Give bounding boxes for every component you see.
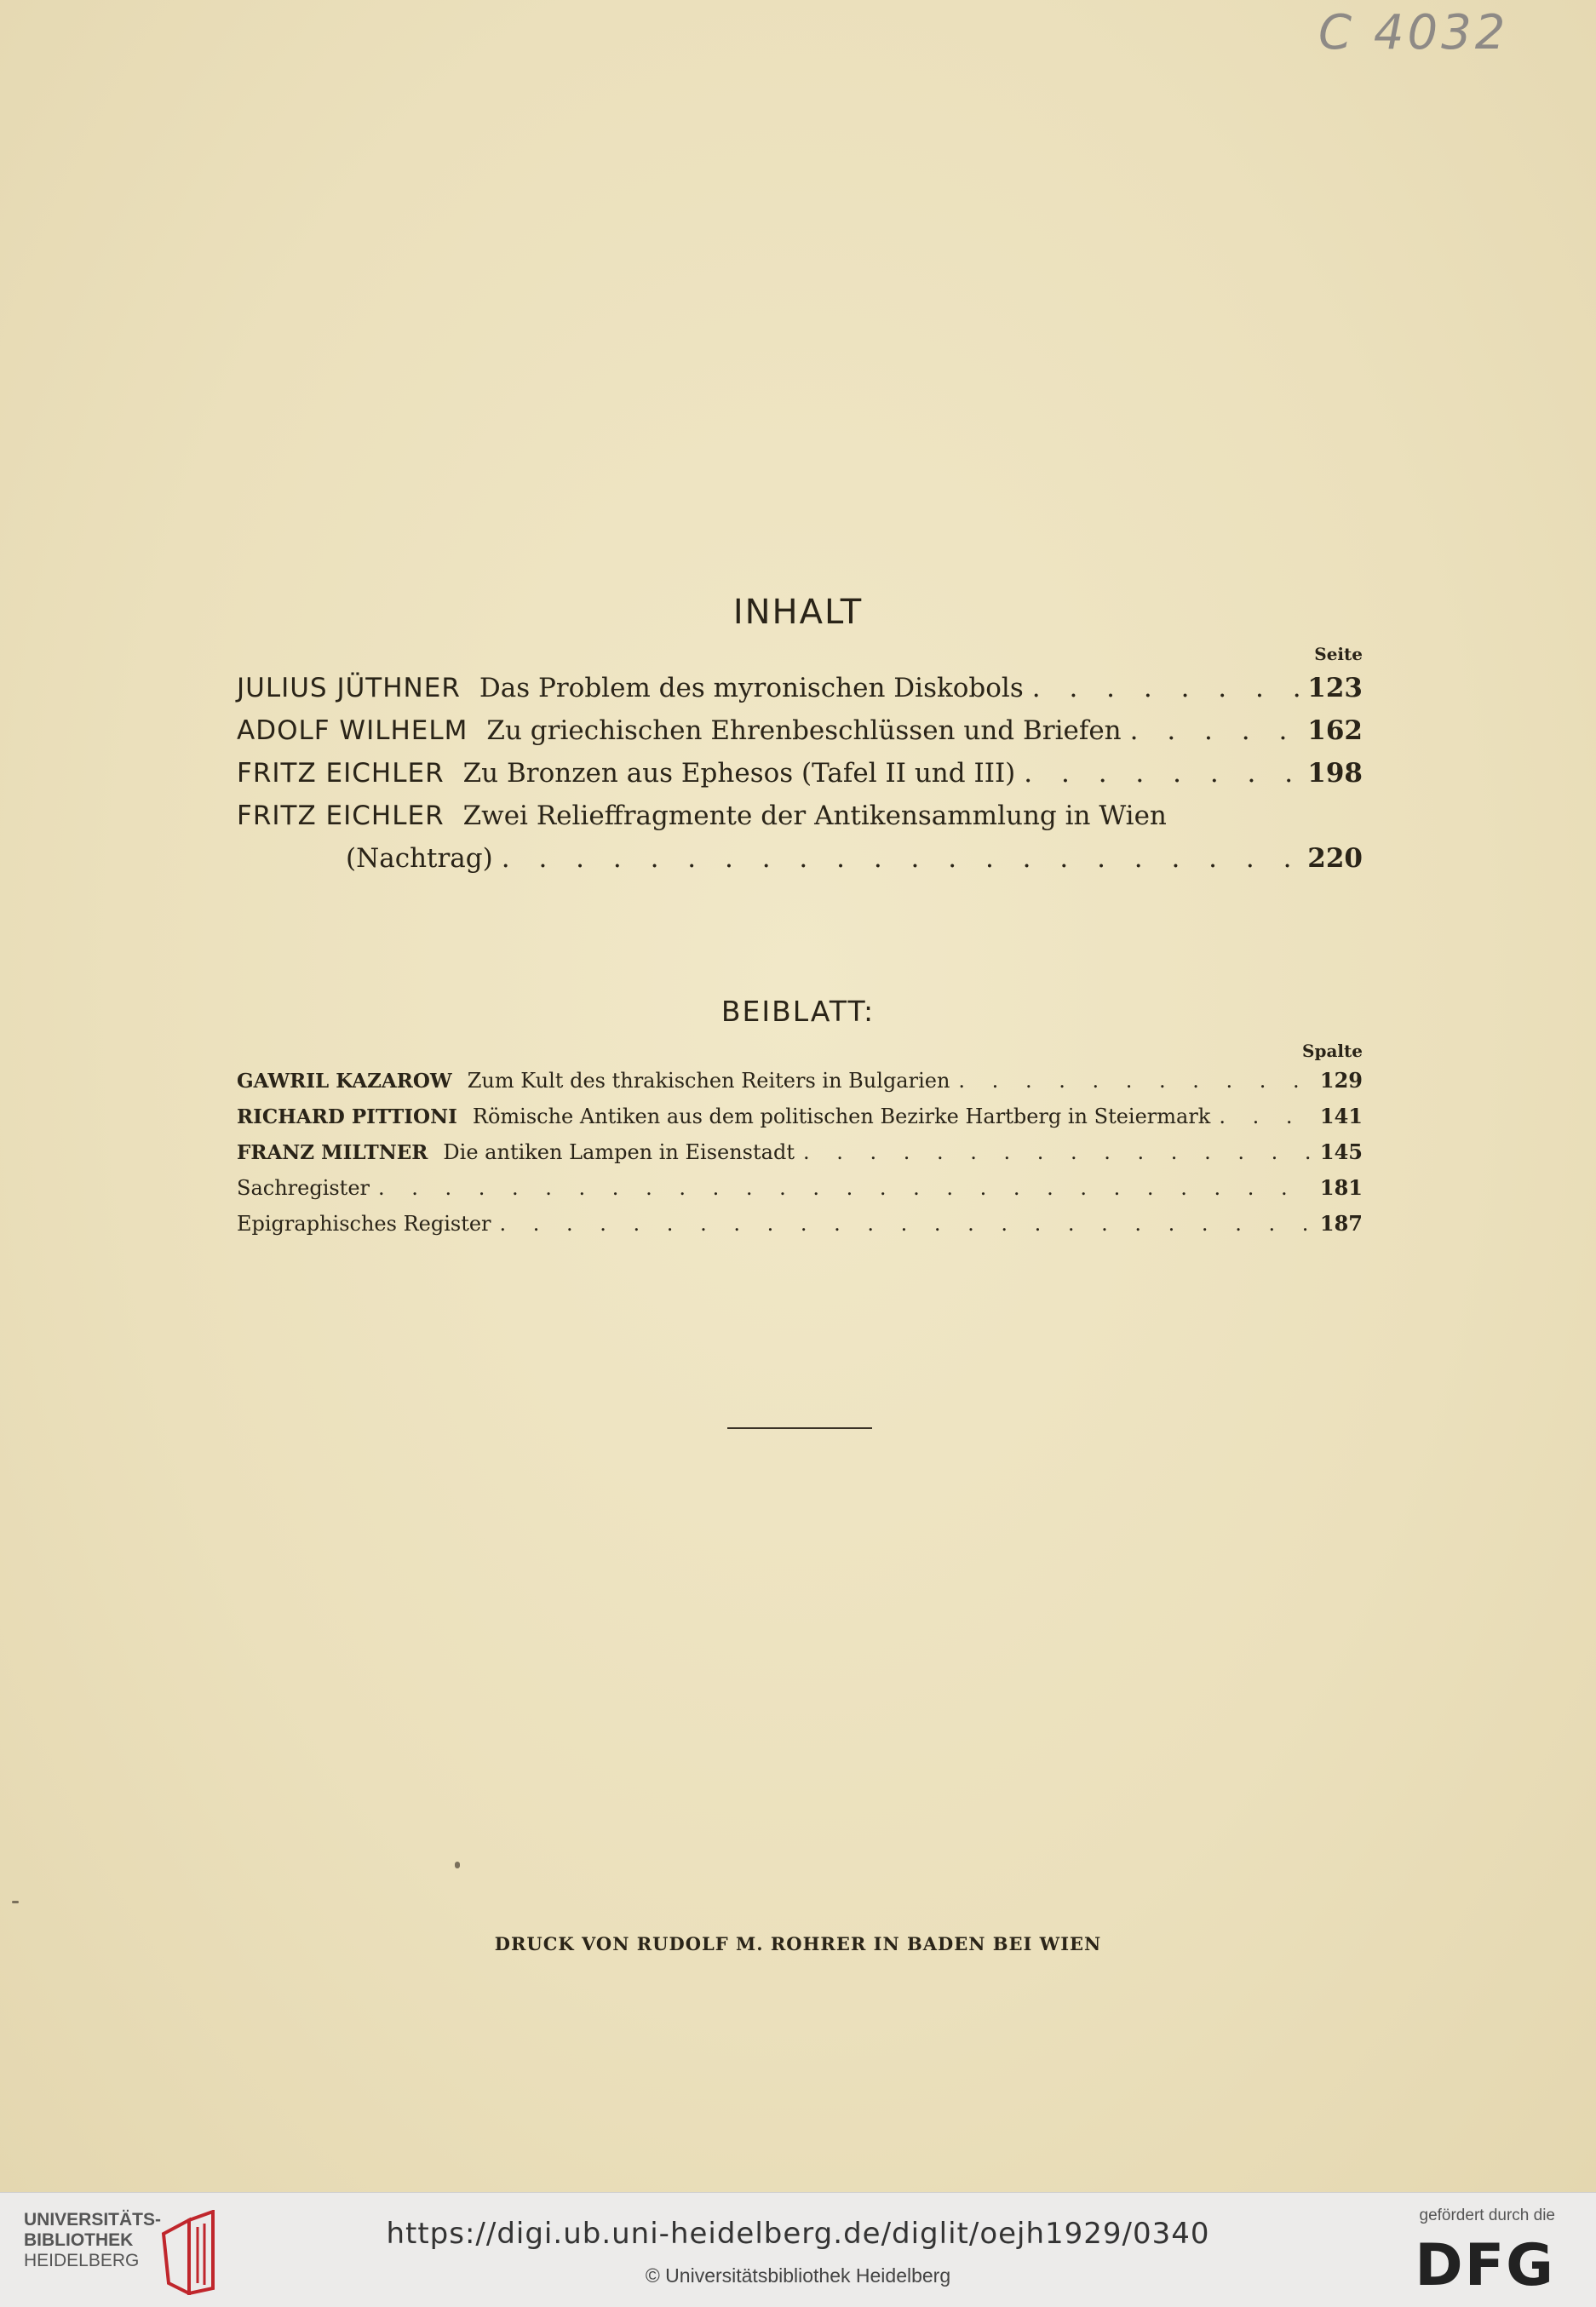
entry-column: 181 (1319, 1175, 1363, 1200)
funding-label: gefördert durch die (1419, 2207, 1555, 2224)
paper-speck (455, 1862, 460, 1868)
document-url-link[interactable]: https://digi.ub.uni-heidelberg.de/diglit/oejh1929/0340 (386, 2217, 1210, 2251)
entry-title: Römische Antiken aus dem politischen Bezirke Hartberg in Steiermark (472, 1105, 1211, 1128)
entry-author: ADOLF WILHELM (237, 715, 468, 746)
entry-page: 162 (1307, 715, 1363, 746)
contents-column-label: Seite (1314, 644, 1363, 664)
contents-entry (237, 673, 1363, 712)
leader-dots (378, 1176, 1312, 1200)
contents-entry (237, 715, 1363, 755)
contents-entry-continuation (346, 843, 1363, 882)
entry-title: Zum Kult des thrakischen Reiters in Bulgarien (467, 1069, 950, 1093)
supplement-entry (237, 1211, 1363, 1250)
entry-page: 198 (1307, 758, 1363, 789)
entry-column: 145 (1319, 1139, 1363, 1164)
supplement-column-label: Spalte (1302, 1041, 1363, 1061)
contents-entry (237, 758, 1363, 797)
leader-dots (1130, 715, 1300, 746)
entry-title: Zu Bronzen aus Ephesos (Tafel II und III) (462, 758, 1016, 789)
entry-author: JULIUS JÜTHNER (237, 673, 461, 703)
supplement-entry (237, 1139, 1363, 1179)
leader-dots (1219, 1105, 1312, 1128)
entry-title: Sachregister (237, 1176, 370, 1200)
paper-speck (12, 1901, 19, 1903)
supplement-heading: BEIBLATT: (720, 995, 876, 1028)
supplement-entry (237, 1175, 1363, 1214)
entry-page: 220 (1307, 843, 1363, 874)
entry-title: Epigraphisches Register (237, 1212, 491, 1236)
entry-title: Zu griechischen Ehrenbeschlüssen und Briefen (486, 715, 1122, 746)
leader-dots (500, 1212, 1312, 1236)
leader-dots (803, 1140, 1312, 1164)
leader-dots (1024, 758, 1299, 789)
contents-entry (237, 801, 1363, 840)
entry-column: 187 (1319, 1211, 1363, 1236)
entry-author: FRITZ EICHLER (237, 758, 445, 789)
entry-page: 123 (1307, 673, 1363, 703)
entry-title: Die antiken Lampen in Eisenstadt (443, 1140, 795, 1164)
entry-column: 129 (1319, 1068, 1363, 1093)
printer-imprint: DRUCK VON RUDOLF M. ROHRER IN BADEN BEI WIEN (494, 1933, 1102, 1954)
dfg-logo[interactable]: DFG (1415, 2232, 1555, 2299)
leader-dots (1032, 673, 1300, 703)
entry-author: FRANZ MILTNER (237, 1141, 428, 1164)
supplement-entry (237, 1104, 1363, 1143)
contents-heading: INHALT (732, 593, 864, 632)
entry-author: FRITZ EICHLER (237, 801, 445, 831)
copyright-notice: © Universitätsbibliothek Heidelberg (645, 2264, 951, 2287)
entry-author: RICHARD PITTIONI (237, 1105, 457, 1128)
entry-title-continuation: (Nachtrag) (346, 843, 493, 874)
leader-dots (502, 843, 1300, 874)
library-name-line: BIBLIOTHEK (24, 2230, 134, 2250)
section-divider (727, 1427, 872, 1429)
shelfmark-annotation: C 4032 (1318, 5, 1509, 60)
entry-title: Zwei Relieffragmente der Antikensammlung in Wien (462, 801, 1167, 831)
viewer-footer (0, 2192, 1596, 2307)
library-name-line: HEIDELBERG (24, 2251, 140, 2270)
library-name-line: UNIVERSITÄTS- (24, 2210, 162, 2230)
entry-column: 141 (1319, 1104, 1363, 1128)
entry-title: Das Problem des myronischen Diskobols (479, 673, 1024, 703)
leader-dots (958, 1069, 1311, 1093)
entry-author: GAWRIL KAZAROW (237, 1070, 452, 1093)
supplement-entry (237, 1068, 1363, 1107)
